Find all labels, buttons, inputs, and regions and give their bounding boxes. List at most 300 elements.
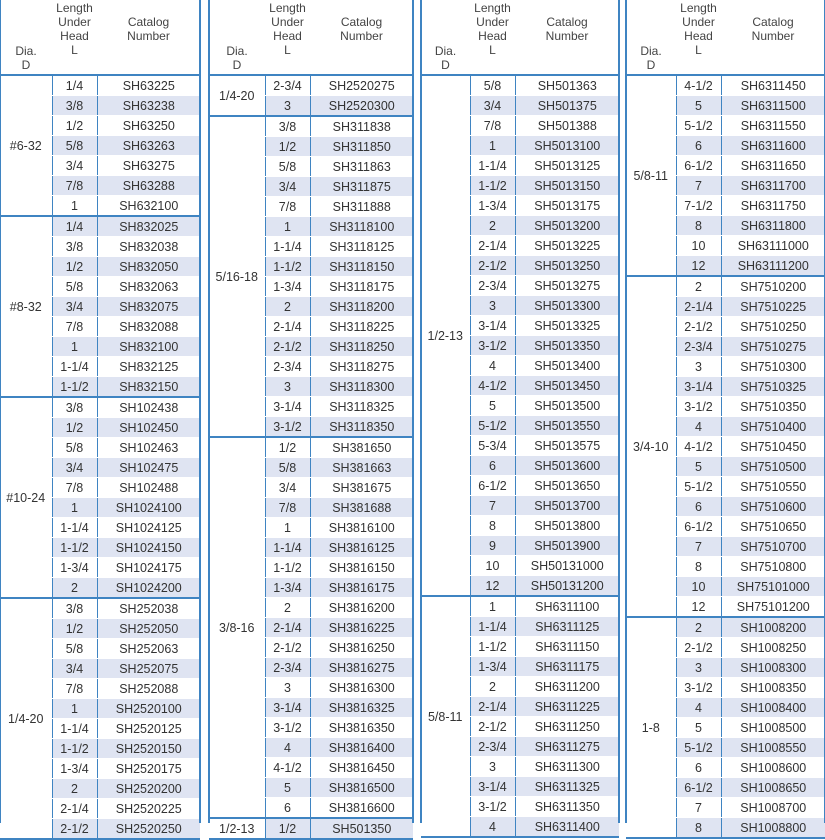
length-cell: 7	[676, 798, 721, 818]
catalog-number-cell: SH1008650	[721, 778, 825, 798]
catalog-number-cell: SH102438	[97, 397, 200, 418]
length-cell: 3	[265, 377, 310, 397]
header-text: Length	[269, 1, 306, 15]
length-cell: 2-1/2	[470, 717, 515, 737]
length-cell: 2-3/4	[470, 276, 515, 296]
catalog-number-cell: SH252063	[97, 639, 200, 659]
length-cell: 3	[265, 96, 310, 117]
table-row	[209, 116, 413, 137]
catalog-number-cell: SH102488	[97, 478, 200, 498]
length-cell: 1	[265, 518, 310, 538]
length-cell: 1-1/2	[265, 257, 310, 277]
catalog-number-cell: SH5013500	[515, 396, 619, 416]
length-cell: 12	[676, 256, 721, 277]
catalog-number-cell: SH5013300	[515, 296, 619, 316]
length-cell: 2	[676, 617, 721, 638]
length-cell: 4	[265, 738, 310, 758]
dia-header	[0, 0, 52, 75]
catalog-number-cell: SH6311550	[721, 116, 825, 136]
catalog-number-cell: SH5013400	[515, 356, 619, 376]
catalog-number-cell: SH3118225	[310, 317, 413, 337]
length-cell: 8	[470, 516, 515, 536]
length-cell: 5	[265, 778, 310, 798]
catalog-number-cell: SH7510275	[721, 337, 825, 357]
catalog-number-cell: SH75101000	[721, 577, 825, 597]
length-cell: 2-1/2	[676, 317, 721, 337]
catalog-number-cell: SH5013575	[515, 436, 619, 456]
table-column-4	[626, 0, 825, 839]
catalog-number-cell: SH501388	[515, 116, 619, 136]
diameter-cell: #6-32	[0, 75, 52, 216]
catalog-number-cell: SH252050	[97, 619, 200, 639]
length-cell: 7/8	[52, 478, 97, 498]
catalog-number-cell: SH3816100	[310, 518, 413, 538]
length-cell: 3	[676, 658, 721, 678]
diameter-cell: 3/8-16	[209, 437, 265, 818]
length-cell: 3-1/4	[470, 316, 515, 336]
diameter-cell: #10-24	[0, 397, 52, 598]
length-cell: 1-3/4	[52, 558, 97, 578]
header-text: Number	[340, 29, 383, 43]
header-text: L	[71, 43, 78, 57]
length-cell: 1-1/4	[52, 518, 97, 538]
catalog-number-cell: SH2520125	[97, 719, 200, 739]
length-header	[470, 0, 515, 75]
catalog-number-cell: SH5013250	[515, 256, 619, 276]
catalog-number-cell: SH832075	[97, 297, 200, 317]
header-text: Catalog	[546, 15, 588, 29]
catalog-number-cell: SH3816175	[310, 578, 413, 598]
catalog-number-cell: SH3816450	[310, 758, 413, 778]
length-cell: 1	[52, 498, 97, 518]
catalog-number-cell: SH75101200	[721, 597, 825, 618]
catalog-number-cell: SH3816200	[310, 598, 413, 618]
catalog-number-cell: SH1008400	[721, 698, 825, 718]
length-cell: 2-1/2	[52, 819, 97, 840]
length-cell: 1	[52, 337, 97, 357]
catalog-number-cell: SH3118250	[310, 337, 413, 357]
length-cell: 2-1/2	[265, 638, 310, 658]
header-text: Head	[684, 29, 713, 43]
catalog-number-cell: SH63250	[97, 116, 200, 136]
length-cell: 6	[470, 456, 515, 476]
length-cell: 1-1/2	[52, 739, 97, 759]
length-cell: 5	[470, 396, 515, 416]
length-cell: 5-3/4	[470, 436, 515, 456]
length-cell: 3-1/2	[470, 336, 515, 356]
length-cell: 10	[470, 556, 515, 576]
catalog-number-cell: SH3118275	[310, 357, 413, 377]
header-text: Catalog	[752, 15, 794, 29]
length-cell: 2	[52, 779, 97, 799]
catalog-number-cell: SH3816250	[310, 638, 413, 658]
length-cell: 6	[265, 798, 310, 819]
length-cell: 4	[676, 417, 721, 437]
header-text: Number	[751, 29, 795, 43]
catalog-number-cell: SH252038	[97, 598, 200, 619]
length-cell: 5	[676, 96, 721, 116]
length-cell: 2-3/4	[265, 75, 310, 96]
length-cell: 7/8	[52, 176, 97, 196]
table-row	[626, 276, 825, 297]
catalog-number-cell: SH2520250	[97, 819, 200, 840]
catalog-number-cell: SH7510600	[721, 497, 825, 517]
length-cell: 1	[52, 196, 97, 217]
catalog-number-cell: SH3816150	[310, 558, 413, 578]
length-cell: 1/2	[265, 437, 310, 458]
length-cell: 3-1/2	[676, 397, 721, 417]
catalog-number-cell: SH102463	[97, 438, 200, 458]
length-cell: 3/8	[52, 237, 97, 257]
catalog-number-cell: SH102475	[97, 458, 200, 478]
catalog-number-cell: SH50131200	[515, 576, 619, 597]
length-cell: 5-1/2	[470, 416, 515, 436]
dia-header	[209, 0, 265, 75]
table-row	[0, 75, 200, 96]
catalog-number-cell: SH832100	[97, 337, 200, 357]
header-text: Under	[476, 15, 509, 29]
catalog-number-cell: SH7510400	[721, 417, 825, 437]
catalog-number-cell: SH5013275	[515, 276, 619, 296]
length-cell: 8	[676, 557, 721, 577]
length-cell: 1/2	[52, 116, 97, 136]
dia-header	[421, 0, 470, 75]
length-cell: 1-1/4	[265, 538, 310, 558]
length-cell: 3/4	[265, 177, 310, 197]
catalog-number-cell: SH252088	[97, 679, 200, 699]
length-cell: 5/8	[265, 157, 310, 177]
length-cell: 1-1/4	[470, 617, 515, 637]
catalog-number-cell: SH6311275	[515, 737, 619, 757]
length-cell: 6-1/2	[676, 517, 721, 537]
length-cell: 6-1/2	[676, 156, 721, 176]
table-column-2	[209, 0, 413, 840]
catalog-number-cell: SH6311150	[515, 637, 619, 657]
header-text: Under	[58, 15, 91, 29]
catalog-number-cell: SH7510650	[721, 517, 825, 537]
length-cell: 6	[676, 136, 721, 156]
length-cell: 2-1/4	[676, 297, 721, 317]
catalog-number-cell: SH5013200	[515, 216, 619, 236]
catalog-number-cell: SH1024100	[97, 498, 200, 518]
header-text: D	[232, 58, 242, 72]
length-cell: 12	[470, 576, 515, 597]
length-cell: 1-1/2	[52, 377, 97, 398]
table-row	[626, 75, 825, 96]
catalog-number-cell: SH2520100	[97, 699, 200, 719]
catalog-header	[721, 0, 825, 75]
length-cell: 2-3/4	[265, 357, 310, 377]
length-cell: 1/2	[52, 619, 97, 639]
catalog-number-cell: SH381675	[310, 478, 413, 498]
length-cell: 1/2	[265, 818, 310, 839]
header-text: D	[21, 58, 31, 72]
length-cell: 2	[52, 578, 97, 599]
table-row	[421, 75, 619, 96]
length-cell: 3-1/2	[676, 678, 721, 698]
catalog-number-cell: SH1008350	[721, 678, 825, 698]
catalog-number-cell: SH3816600	[310, 798, 413, 819]
catalog-number-cell: SH501350	[310, 818, 413, 839]
catalog-number-cell: SH102450	[97, 418, 200, 438]
length-cell: 7	[470, 496, 515, 516]
length-cell: 5-1/2	[676, 738, 721, 758]
length-cell: 2	[470, 216, 515, 236]
catalog-number-cell: SH1024150	[97, 538, 200, 558]
catalog-number-cell: SH6311750	[721, 196, 825, 216]
length-cell: 3	[470, 757, 515, 777]
diameter-cell: 5/8-11	[421, 596, 470, 837]
catalog-number-cell: SH832150	[97, 377, 200, 398]
catalog-header	[515, 0, 619, 75]
catalog-number-cell: SH501375	[515, 96, 619, 116]
header-text: Under	[682, 15, 715, 29]
length-cell: 2-3/4	[265, 658, 310, 678]
length-cell: 6	[676, 497, 721, 517]
length-cell: 5-1/2	[676, 477, 721, 497]
length-cell: 1-3/4	[52, 759, 97, 779]
catalog-number-cell: SH1008600	[721, 758, 825, 778]
catalog-number-cell: SH311863	[310, 157, 413, 177]
catalog-number-cell: SH5013550	[515, 416, 619, 436]
length-cell: 6-1/2	[676, 778, 721, 798]
catalog-number-cell: SH7510700	[721, 537, 825, 557]
header-text: Dia.	[15, 44, 37, 58]
length-header	[676, 0, 721, 75]
catalog-number-cell: SH5013900	[515, 536, 619, 556]
catalog-number-cell: SH7510225	[721, 297, 825, 317]
catalog-number-cell: SH3816275	[310, 658, 413, 678]
length-cell: 1-3/4	[470, 657, 515, 677]
header-text: Catalog	[340, 15, 383, 29]
length-cell: 2-1/2	[470, 256, 515, 276]
catalog-number-cell: SH832050	[97, 257, 200, 277]
diameter-cell: 3/4-10	[626, 276, 676, 617]
header-text: Under	[271, 15, 304, 29]
length-cell: 1/4	[52, 216, 97, 237]
length-cell: 3/8	[265, 116, 310, 137]
length-cell: 2-3/4	[470, 737, 515, 757]
catalog-number-cell: SH7510300	[721, 357, 825, 377]
length-cell: 5-1/2	[676, 116, 721, 136]
catalog-number-cell: SH2520200	[97, 779, 200, 799]
length-cell: 3/4	[265, 478, 310, 498]
catalog-number-cell: SH7510325	[721, 377, 825, 397]
catalog-number-cell: SH381688	[310, 498, 413, 518]
length-cell: 3-1/4	[265, 698, 310, 718]
catalog-number-cell: SH6311450	[721, 75, 825, 96]
catalog-number-cell: SH381650	[310, 437, 413, 458]
catalog-number-cell: SH1024175	[97, 558, 200, 578]
length-cell: 10	[676, 236, 721, 256]
catalog-number-cell: SH381663	[310, 458, 413, 478]
catalog-number-cell: SH3118350	[310, 417, 413, 438]
length-cell: 4-1/2	[470, 376, 515, 396]
length-cell: 1	[265, 217, 310, 237]
spec-table	[0, 0, 200, 840]
length-cell: 5/8	[52, 438, 97, 458]
length-cell: 1/2	[265, 137, 310, 157]
length-cell: 9	[470, 536, 515, 556]
catalog-number-cell: SH5013100	[515, 136, 619, 156]
catalog-number-cell: SH6311300	[515, 757, 619, 777]
catalog-number-cell: SH3118100	[310, 217, 413, 237]
length-cell: 2-1/4	[52, 799, 97, 819]
diameter-cell: 1/4-20	[0, 598, 52, 839]
diameter-cell: 5/16-18	[209, 116, 265, 437]
catalog-number-cell: SH63275	[97, 156, 200, 176]
catalog-number-cell: SH3118125	[310, 237, 413, 257]
length-cell: 3/8	[52, 397, 97, 418]
length-cell: 5	[676, 718, 721, 738]
length-cell: 2-1/2	[676, 638, 721, 658]
length-cell: 3-1/4	[676, 377, 721, 397]
length-cell: 1/2	[52, 418, 97, 438]
catalog-number-cell: SH5013175	[515, 196, 619, 216]
catalog-number-cell: SH5013225	[515, 236, 619, 256]
table-row	[0, 216, 200, 237]
catalog-number-cell: SH6311500	[721, 96, 825, 116]
length-cell: 3-1/2	[265, 718, 310, 738]
diameter-cell: 1/2-13	[421, 75, 470, 596]
catalog-number-cell: SH832063	[97, 277, 200, 297]
header-text: Dia.	[640, 44, 662, 58]
catalog-number-cell: SH311888	[310, 197, 413, 217]
catalog-number-cell: SH63238	[97, 96, 200, 116]
catalog-number-cell: SH311838	[310, 116, 413, 137]
header-text: L	[284, 43, 291, 57]
length-cell: 3-1/4	[470, 777, 515, 797]
catalog-number-cell: SH6311125	[515, 617, 619, 637]
catalog-number-cell: SH1024200	[97, 578, 200, 599]
catalog-number-cell: SH6311400	[515, 817, 619, 838]
length-cell: 3-1/4	[265, 397, 310, 417]
header-text: Length	[680, 1, 717, 15]
header-text: Head	[273, 29, 302, 43]
length-cell: 3/4	[52, 297, 97, 317]
header-text: D	[646, 58, 656, 72]
length-cell: 7/8	[265, 197, 310, 217]
length-cell: 1-1/4	[52, 719, 97, 739]
catalog-number-cell: SH5013800	[515, 516, 619, 536]
table-row	[626, 617, 825, 638]
table-column-3	[421, 0, 619, 838]
catalog-number-cell: SH5013700	[515, 496, 619, 516]
catalog-number-cell: SH7510500	[721, 457, 825, 477]
length-cell: 1-1/2	[470, 637, 515, 657]
length-cell: 7/8	[265, 498, 310, 518]
table-row	[209, 75, 413, 96]
catalog-number-cell: SH6311200	[515, 677, 619, 697]
catalog-number-cell: SH63225	[97, 75, 200, 96]
header-text: L	[489, 43, 496, 57]
length-cell: 5/8	[52, 277, 97, 297]
catalog-number-cell: SH501363	[515, 75, 619, 96]
length-cell: 3-1/2	[470, 797, 515, 817]
catalog-number-cell: SH1008800	[721, 818, 825, 839]
length-cell: 4-1/2	[676, 437, 721, 457]
length-cell: 4	[676, 698, 721, 718]
table-row	[209, 818, 413, 839]
length-cell: 1-3/4	[265, 578, 310, 598]
length-cell: 1-1/4	[265, 237, 310, 257]
catalog-number-cell: SH311875	[310, 177, 413, 197]
catalog-number-cell: SH7510450	[721, 437, 825, 457]
dia-header	[626, 0, 676, 75]
catalog-number-cell: SH1024125	[97, 518, 200, 538]
length-cell: 8	[676, 818, 721, 839]
catalog-number-cell: SH2520275	[310, 75, 413, 96]
catalog-number-cell: SH3816325	[310, 698, 413, 718]
length-cell: 2-3/4	[676, 337, 721, 357]
length-cell: 1-1/4	[470, 156, 515, 176]
length-cell: 7-1/2	[676, 196, 721, 216]
diameter-cell: 1/2-13	[209, 818, 265, 839]
catalog-number-cell: SH2520150	[97, 739, 200, 759]
catalog-number-cell: SH63288	[97, 176, 200, 196]
length-cell: 2-1/4	[265, 317, 310, 337]
length-cell: 1-1/2	[265, 558, 310, 578]
catalog-header	[97, 0, 200, 75]
header-text: L	[695, 43, 702, 57]
length-cell: 2-1/4	[470, 236, 515, 256]
catalog-number-cell: SH7510550	[721, 477, 825, 497]
length-cell: 1	[52, 699, 97, 719]
catalog-number-cell: SH1008500	[721, 718, 825, 738]
catalog-number-cell: SH5013450	[515, 376, 619, 396]
length-cell: 2	[470, 677, 515, 697]
length-cell: 2-1/2	[265, 337, 310, 357]
spec-table	[421, 0, 619, 838]
length-cell: 3/4	[470, 96, 515, 116]
table-row	[209, 437, 413, 458]
catalog-number-cell: SH311850	[310, 137, 413, 157]
length-cell: 6-1/2	[470, 476, 515, 496]
length-cell: 4	[470, 356, 515, 376]
catalog-number-cell: SH1008550	[721, 738, 825, 758]
catalog-number-cell: SH3816225	[310, 618, 413, 638]
length-cell: 5/8	[52, 639, 97, 659]
catalog-number-cell: SH1008300	[721, 658, 825, 678]
catalog-number-cell: SH5013325	[515, 316, 619, 336]
length-header	[52, 0, 97, 75]
diameter-cell: 5/8-11	[626, 75, 676, 276]
length-cell: 3/8	[52, 96, 97, 116]
length-cell: 5	[676, 457, 721, 477]
diameter-cell: 1-8	[626, 617, 676, 838]
catalog-header	[310, 0, 413, 75]
length-cell: 2	[676, 276, 721, 297]
catalog-number-cell: SH50131000	[515, 556, 619, 576]
length-header	[265, 0, 310, 75]
length-cell: 3-1/2	[265, 417, 310, 438]
table-row	[0, 598, 200, 619]
length-cell: 2	[265, 598, 310, 618]
catalog-number-cell: SH6311325	[515, 777, 619, 797]
catalog-number-cell: SH6311350	[515, 797, 619, 817]
length-cell: 8	[676, 216, 721, 236]
catalog-number-cell: SH632100	[97, 196, 200, 217]
header-text: Dia.	[226, 44, 248, 58]
catalog-number-cell: SH7510200	[721, 276, 825, 297]
spec-table	[626, 0, 825, 839]
diameter-cell: #8-32	[0, 216, 52, 397]
length-cell: 3/4	[52, 156, 97, 176]
length-cell: 1/2	[52, 257, 97, 277]
catalog-number-cell: SH832125	[97, 357, 200, 377]
table-row	[0, 397, 200, 418]
header-text: Number	[545, 29, 589, 43]
